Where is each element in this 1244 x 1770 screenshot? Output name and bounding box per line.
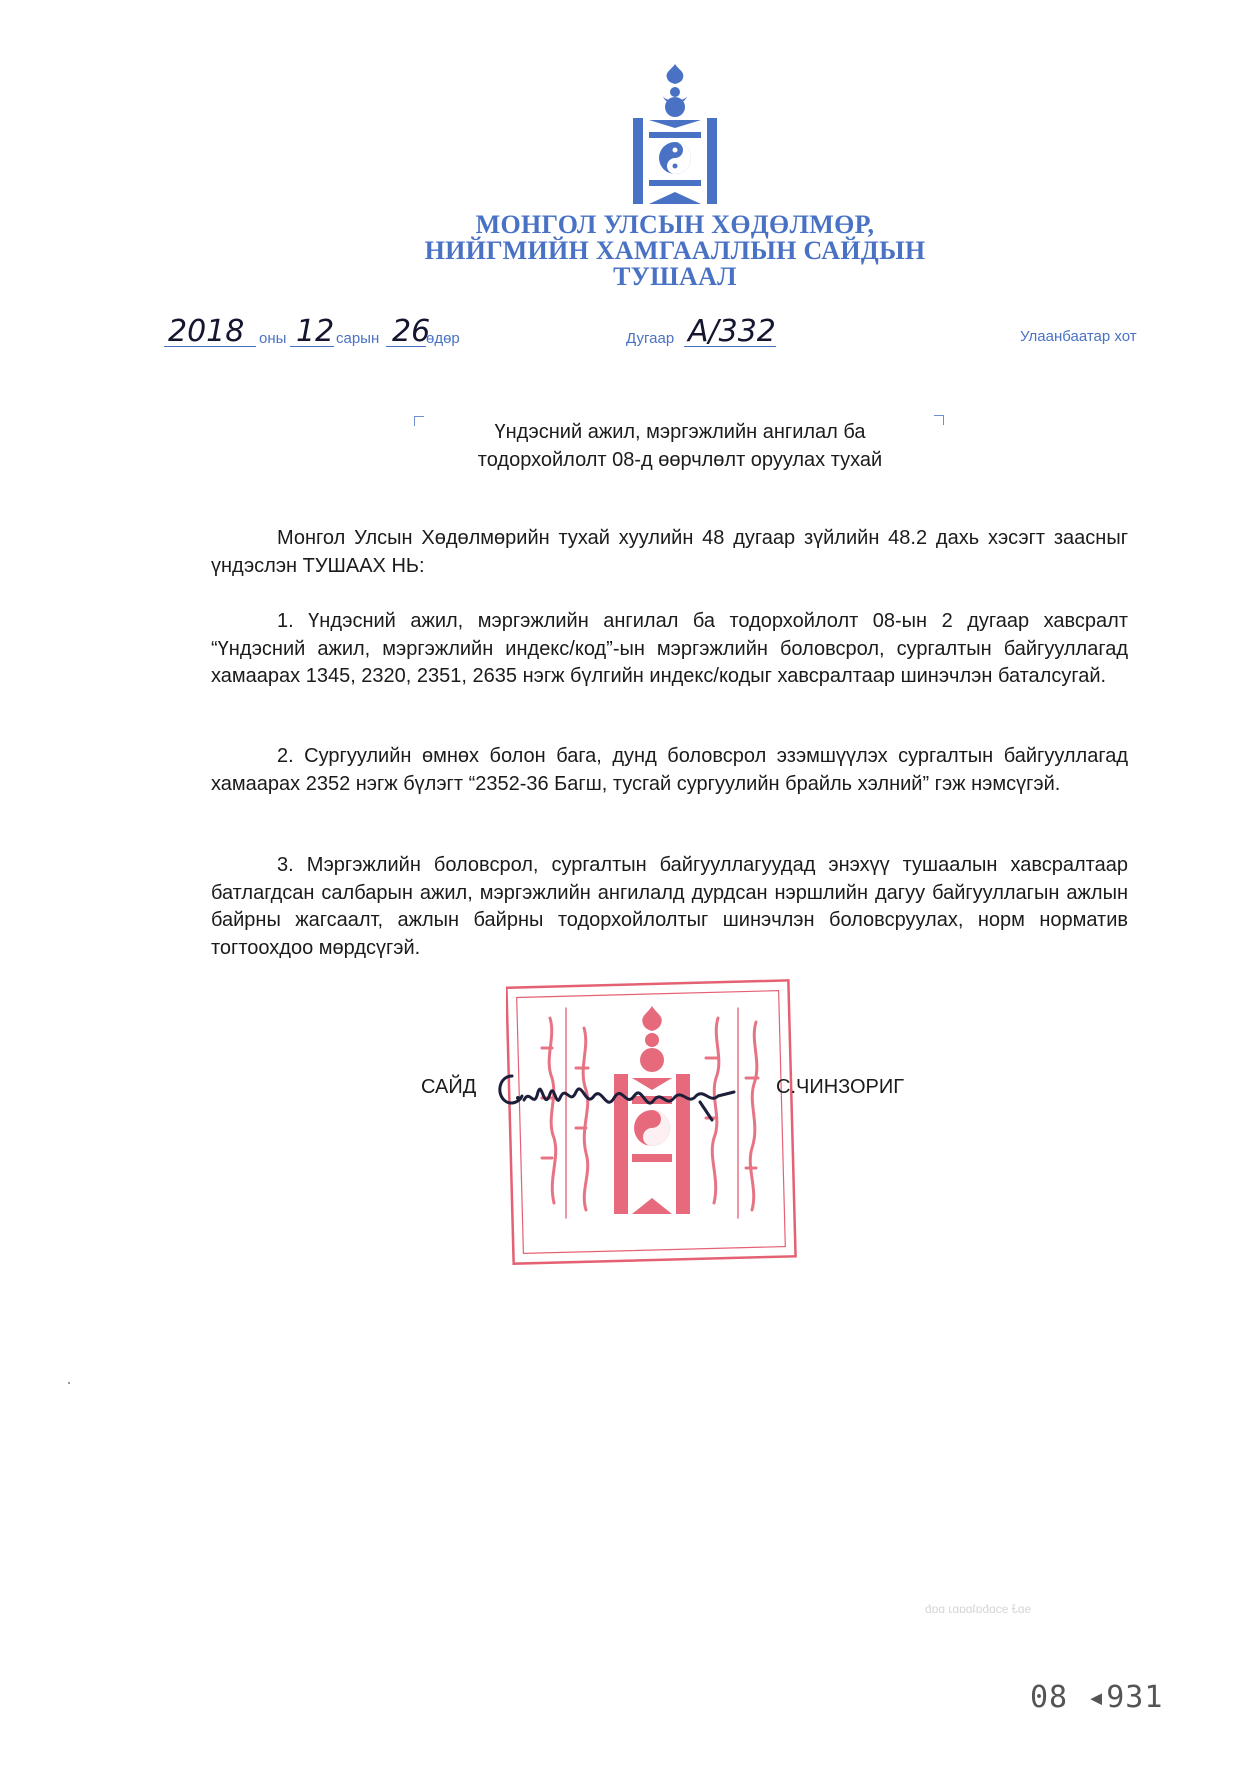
item-2-paragraph: 2. Сургуулийн өмнөх болон бага, дунд боловсрол эзэмшүүлэх сургалтын байгууллагад хамаарах 2352 нэгж бүлэгт “2352-36 Багш, тусгай сургуулийн брайль хэлний” гэж нэмсүгэй.: [211, 745, 1128, 795]
body-item-3: [211, 852, 1128, 962]
document-subject: [400, 418, 960, 474]
header-line-3: ТУШААЛ: [613, 262, 737, 291]
scan-speck: [68, 1382, 70, 1384]
body-item-2: [211, 743, 1128, 798]
soyombo-emblem-icon: [633, 62, 717, 204]
signer-name: С.ЧИНЗОРИГ: [776, 1076, 905, 1098]
item-1-paragraph: 1. Үндэсний ажил, мэргэжлийн ангилал ба тодорхойлолт 08-ын 2 дугаар хавсралт “Үндэсний ажил, мэргэжлийн индекс/код”-ын мэргэжлийн боловсрол, сургалтын байгууллагад хамаарах 1345, 2320, 2351, 2635 нэгж бүлгийн индекс/кодыг хавсралтаар шинэчлэн баталсугай.: [211, 610, 1128, 687]
year-underline: [164, 346, 256, 347]
handwritten-signature-icon: [490, 1062, 758, 1132]
subject-line-2: тодорхойлолт 08-д өөрчлөлт оруулах тухай: [477, 449, 883, 471]
day-label: өдөр: [426, 330, 460, 347]
header-line-1: МОНГОЛ УЛСЫН ХӨДӨЛМӨР,: [475, 210, 875, 239]
handwritten-month: 12: [296, 314, 335, 349]
year-label: оны: [259, 330, 287, 347]
faint-bleed-through-text: ɘɒɈ ɘɔɒɓɑʇɒɑɒɹ ɒɑɓ: [925, 1602, 1032, 1616]
document-header: [320, 212, 1030, 290]
document-serial-number: 08 ◂931: [1030, 1680, 1164, 1715]
month-underline: [290, 346, 334, 347]
subject-line-1: Үндэсний ажил, мэргэжлийн ангилал ба: [494, 421, 866, 443]
day-underline: [386, 346, 426, 347]
handwritten-day: 26: [392, 314, 431, 349]
handwritten-order-number: А/332: [688, 314, 776, 349]
number-underline: [684, 346, 776, 347]
signer-title: САЙД: [421, 1076, 477, 1098]
body-item-1: [211, 608, 1128, 691]
intro-paragraph: Монгол Улсын Хөдөлмөрийн тухай хуулийн 48 дугаар зүйлийн 48.2 дахь хэсэгт заасныг үндэслэн ТУШААХ НЬ:: [211, 527, 1128, 577]
city-label: Улаанбаатар хот: [1020, 328, 1137, 345]
body-intro: [211, 525, 1128, 580]
handwritten-year: 2018: [168, 314, 245, 349]
header-line-2: НИЙГМИЙН ХАМГААЛЛЫН САЙДЫН: [424, 236, 926, 265]
month-label: сарын: [336, 330, 380, 347]
date-number-row: [0, 314, 1244, 354]
item-3-paragraph: 3. Мэргэжлийн боловсрол, сургалтын байгууллагуудад энэхүү тушаалын хавсралтаар батлагдсан салбарын ажил, мэргэжлийн ангилалд дурдсан нэршлийн дагуу байгууллагын ажлын байрны жагсаалт, ажлын байрны тодорхойлолтыг шинэчлэн боловсруулах, норм норматив тогтоохдоо мөрдсүгэй.: [211, 854, 1128, 959]
number-label: Дугаар: [626, 330, 675, 347]
